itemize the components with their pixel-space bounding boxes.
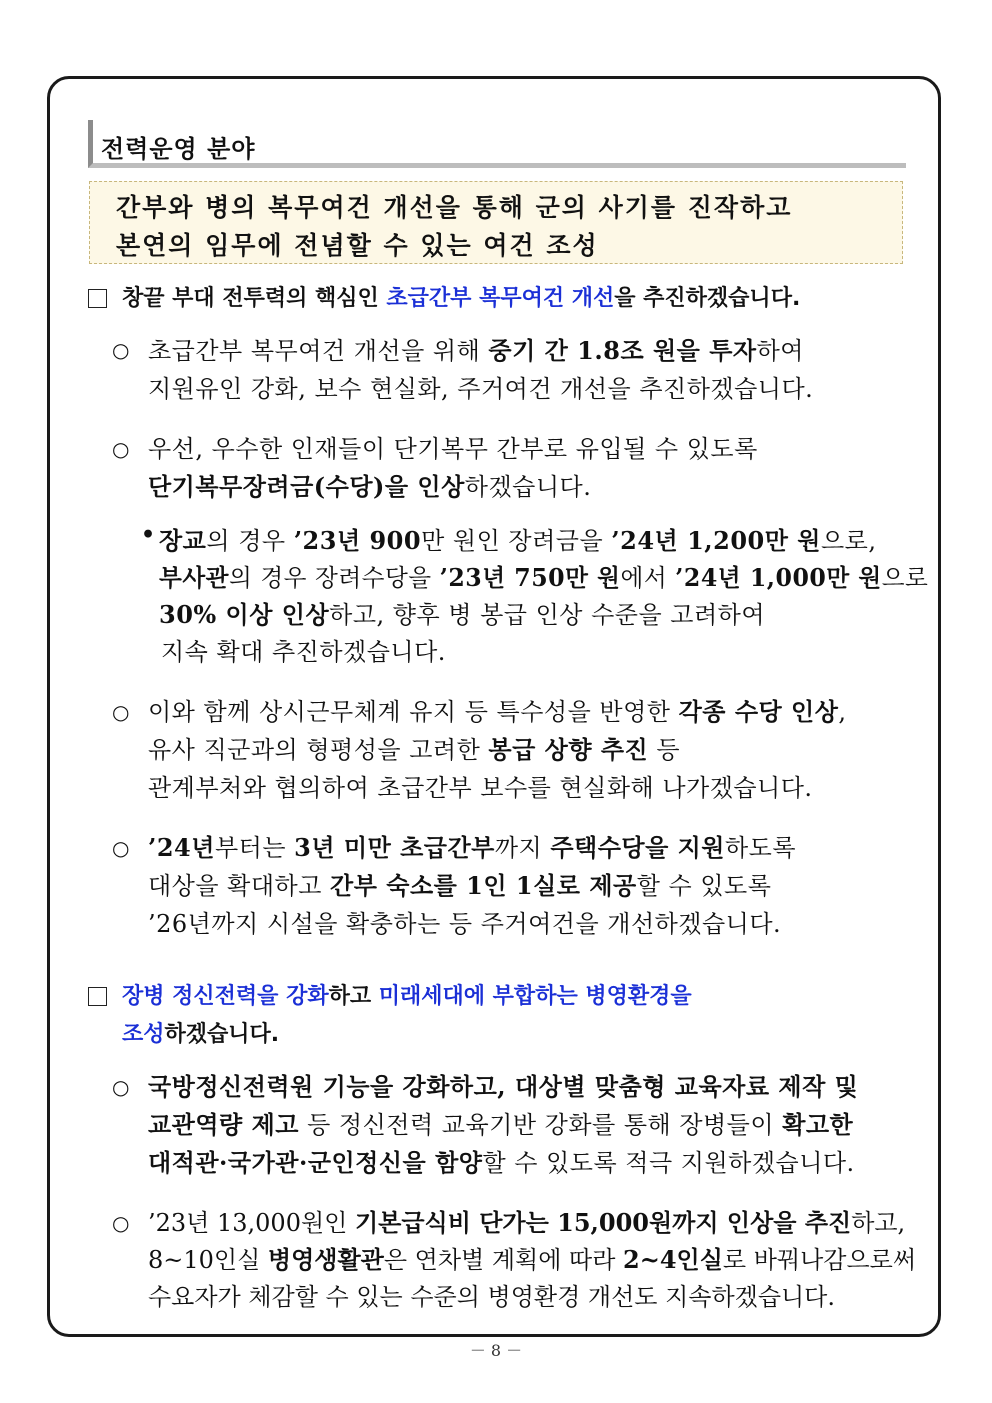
heading-2-line-2: 조성하겠습니다.	[122, 1022, 280, 1047]
sub1-line-4: 지속 확대 추진하겠습니다.	[161, 638, 446, 666]
section-title: 전력운영 분야	[101, 135, 256, 163]
checkbox-square-icon	[88, 987, 107, 1006]
heading-2-line-1: 장병 정신전력을 강화하고 미래세대에 부합하는 병영환경을	[122, 984, 692, 1009]
p2-line-1: 우선, 우수한 인재들이 단기복무 간부로 유입될 수 있도록	[148, 435, 758, 463]
p5-line-3: 대적관·국가관·군인정신을 함양할 수 있도록 적극 지원하겠습니다.	[148, 1148, 855, 1177]
page-number: － 8 －	[469, 1341, 523, 1360]
p6-line-1: ’23년 13,000원인 기본급식비 단가는 15,000원까지 인상을 추진하고,	[148, 1208, 906, 1237]
summary-banner	[89, 181, 903, 264]
bullet-circle-icon: ○	[112, 700, 130, 724]
bullet-circle-icon: ○	[112, 1075, 130, 1099]
p3-line-3: 관계부처와 협의하여 초급간부 보수를 현실화해 나가겠습니다.	[148, 774, 813, 802]
bullet-dot-icon: •	[141, 522, 156, 548]
sub1-line-3: 30% 이상 인상하고, 향후 병 봉급 인상 수준을 고려하여	[159, 600, 766, 629]
p4-line-3: ’26년까지 시설을 확충하는 등 주거여건을 개선하겠습니다.	[148, 910, 782, 938]
p6-line-3: 수요자가 체감할 수 있는 수준의 병영환경 개선도 지속하겠습니다.	[148, 1283, 835, 1311]
p6-line-2: 8~10인실 병영생활관은 연차별 계획에 따라 2~4인실로 바꿔나감으로써	[148, 1245, 917, 1274]
sub1-line-2: 부사관의 경우 장려수당을 ’23년 750만 원에서 ’24년 1,000만 원으로	[159, 563, 929, 592]
bullet-circle-icon: ○	[112, 1211, 130, 1235]
heading-1: 창끝 부대 전투력의 핵심인 초급간부 복무여건 개선을 추진하겠습니다.	[122, 286, 801, 311]
bullet-circle-icon: ○	[112, 836, 130, 860]
checkbox-square-icon	[88, 289, 107, 308]
p5-line-2: 교관역량 제고 등 정신전력 교육기반 강화를 통해 장병들이 확고한	[148, 1110, 854, 1139]
p3-line-1: 이와 함께 상시근무체계 유지 등 특수성을 반영한 각종 수당 인상,	[148, 697, 847, 726]
banner-line-2: 본연의 임무에 전념할 수 있는 여건 조성	[116, 231, 599, 260]
p4-line-2: 대상을 확대하고 간부 숙소를 1인 1실로 제공할 수 있도록	[148, 871, 772, 900]
p3-line-2: 유사 직군과의 형평성을 고려한 봉급 상향 추진 등	[148, 735, 681, 764]
p1-line-1: 초급간부 복무여건 개선을 위해 중기 간 1.8조 원을 투자하여	[148, 336, 804, 365]
bullet-circle-icon: ○	[112, 437, 130, 461]
p4-line-1: ’24년부터는 3년 미만 초급간부까지 주택수당을 지원하도록	[148, 833, 797, 862]
p5-line-1: 국방정신전력원 기능을 강화하고, 대상별 맞춤형 교육자료 제작 및	[148, 1072, 859, 1101]
p1-line-2: 지원유인 강화, 보수 현실화, 주거여건 개선을 추진하겠습니다.	[148, 375, 814, 403]
section-title-bar	[88, 120, 906, 168]
bullet-circle-icon: ○	[112, 338, 130, 362]
sub1-line-1: 장교의 경우 ’23년 900만 원인 장려금을 ’24년 1,200만 원으로,	[159, 526, 877, 555]
p2-line-2: 단기복무장려금(수당)을 인상하겠습니다.	[148, 472, 592, 501]
banner-line-1: 간부와 병의 복무여건 개선을 통해 군의 사기를 진작하고	[116, 193, 793, 222]
